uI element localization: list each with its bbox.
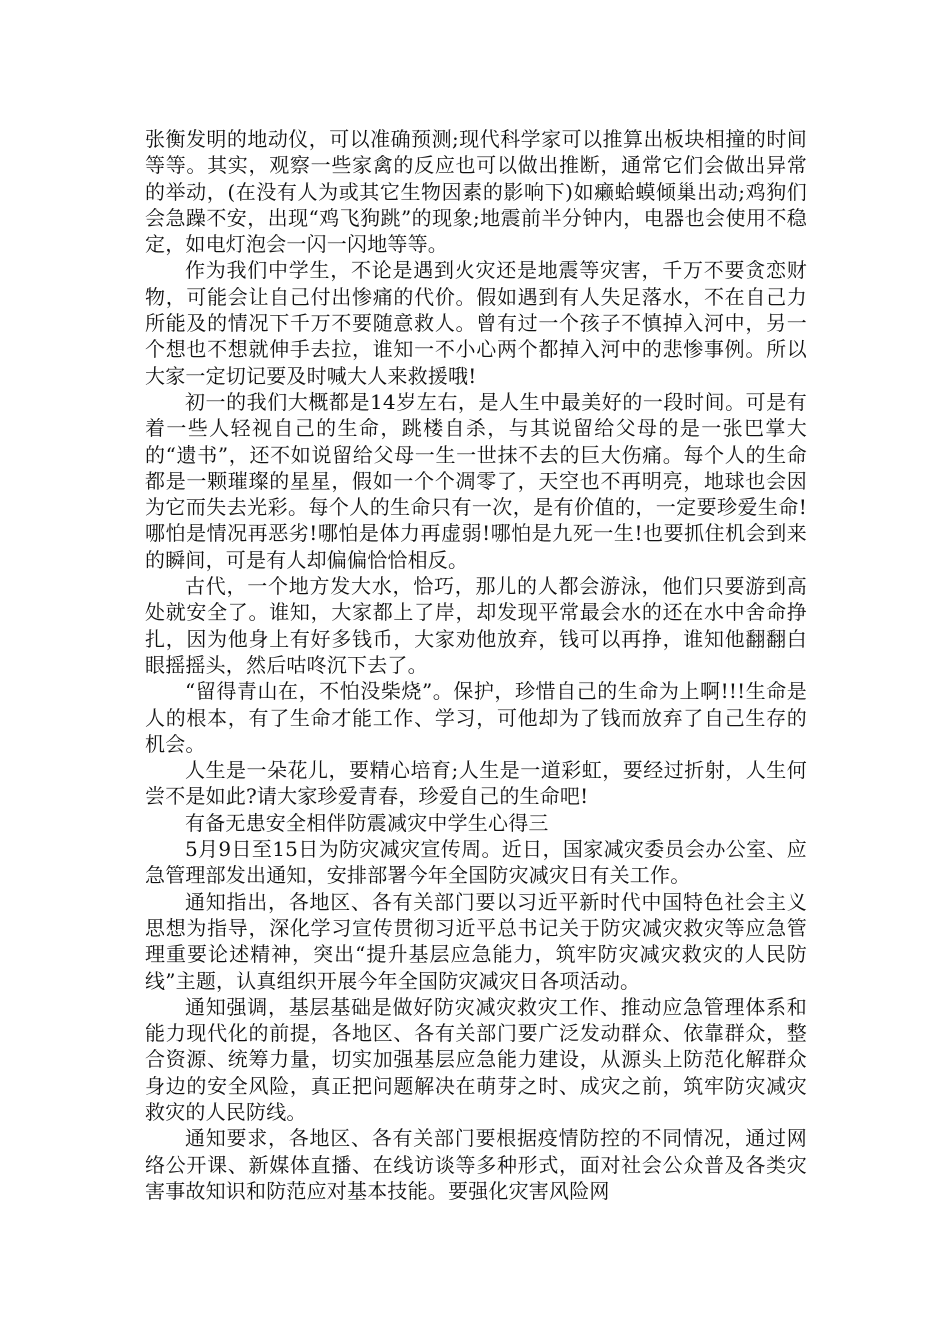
paragraph: 人生是一朵花儿，要精心培育;人生是一道彩虹，要经过折射，人生何尝不是如此?请大家珍爱青春，珍爱自己的生命吧! [145, 758, 807, 809]
paragraph: 通知强调，基层基础是做好防灾减灾救灾工作、推动应急管理体系和能力现代化的前提，各地区、各有关部门要广泛发动群众、依靠群众，整合资源、统筹力量，切实加强基层应急能力建设，从源头上防范化解群众身边的安全风险，真正把问题解决在萌芽之时、成灾之前，筑牢防灾减灾救灾的人民防线。 [145, 994, 807, 1124]
paragraph: “留得青山在，不怕没柴烧”。保护，珍惜自己的生命为上啊!!!生命是人的根本，有了生命才能工作、学习，可他却为了钱而放弃了自己生存的机会。 [145, 679, 807, 756]
paragraph: 初一的我们大概都是14岁左右，是人生中最美好的一段时间。可是有着一些人轻视自己的生命，跳楼自杀，与其说留给父母的是一张巴掌大的“遗书”，还不如说留给父母一生一世抹不去的巨大伤痛。每个人的生命都是一颗璀璨的星星，假如一个个凋零了，天空也不再明亮，地球也会因为它而失去光彩。每个人的生命只有一次，是有价值的，一定要珍爱生命!哪怕是情况再恶劣!哪怕是体力再虚弱!哪怕是九死一生!也要抓住机会到来的瞬间，可是有人却偏偏恰恰相反。 [145, 389, 807, 572]
paragraph: 5月9日至15日为防灾减灾宣传周。近日，国家减灾委员会办公室、应急管理部发出通知，安排部署今年全国防灾减灾日有关工作。 [145, 837, 807, 888]
section-heading: 有备无患安全相伴防震减灾中学生心得三 [185, 810, 549, 835]
document-body [145, 126, 807, 1204]
paragraph: 通知要求，各地区、各有关部门要根据疫情防控的不同情况，通过网络公开课、新媒体直播、在线访谈等多种形式，面对社会公众普及各类灾害事故知识和防范应对基本技能。要强化灾害风险网 [145, 1126, 807, 1203]
paragraph: 作为我们中学生，不论是遇到火灾还是地震等灾害，千万不要贪恋财物，可能会让自己付出惨痛的代价。假如遇到有人失足落水，不在自己力所能及的情况下千万不要随意救人。曾有过一个孩子不慎掉入河中，另一个想也不想就伸手去拉，谁知一不小心两个都掉入河中的悲惨事例。所以大家一定切记要及时喊大人来救援哦! [145, 258, 807, 388]
paragraph: 古代，一个地方发大水，恰巧，那儿的人都会游泳，他们只要游到高处就安全了。谁知，大家都上了岸，却发现平常最会水的还在水中舍命挣扎，因为他身上有好多钱币，大家劝他放弃，钱可以再挣，谁知他翻翻白眼摇摇头，然后咕咚沉下去了。 [145, 574, 807, 677]
paragraph: 张衡发明的地动仪，可以准确预测;现代科学家可以推算出板块相撞的时间等等。其实，观察一些家禽的反应也可以做出推断，通常它们会做出异常的举动，(在没有人为或其它生物因素的影响下)如癞蛤蟆倾巢出动;鸡狗们会急躁不安，出现“鸡飞狗跳”的现象;地震前半分钟内，电器也会使用不稳定，如电灯泡会一闪一闪地等等。 [145, 127, 807, 257]
paragraph: 通知指出，各地区、各有关部门要以习近平新时代中国特色社会主义思想为指导，深化学习宣传贯彻习近平总书记关于防灾减灾救灾等应急管理重要论述精神，突出“提升基层应急能力，筑牢防灾减灾救灾的人民防线”主题，认真组织开展今年全国防灾减灾日各项活动。 [145, 889, 807, 993]
